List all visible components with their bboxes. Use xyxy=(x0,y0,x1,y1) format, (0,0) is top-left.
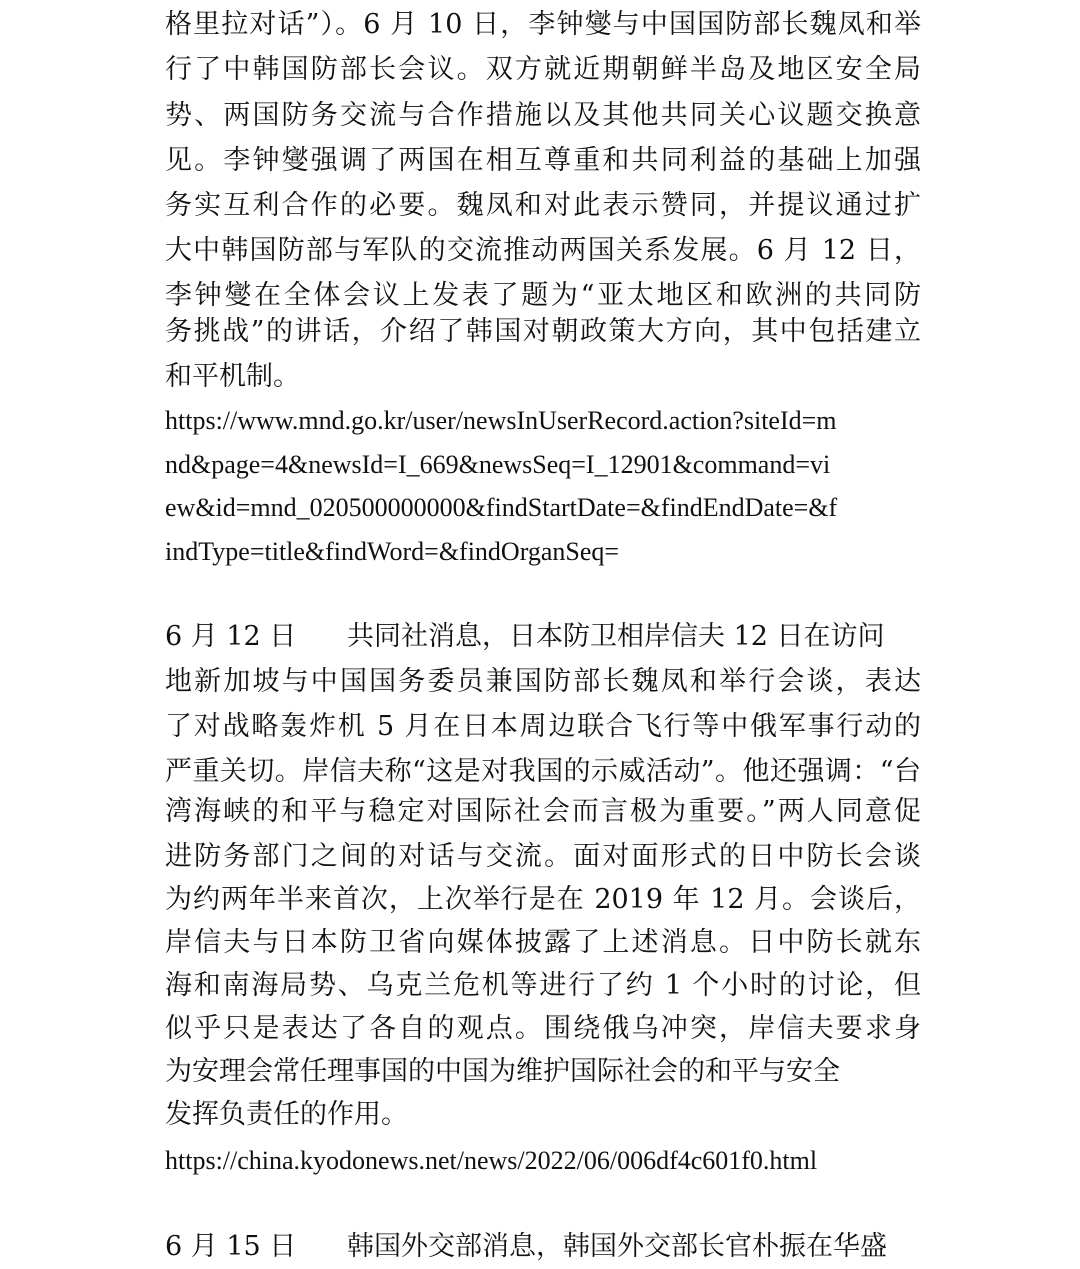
source-url-1-line-1[interactable]: https://www.mnd.go.kr/user/newsInUserRecord.action?siteId=m xyxy=(165,406,837,435)
paragraph2-line-8: 岸信夫与日本防卫省向媒体披露了上述消息。日中防长就东 xyxy=(165,927,921,958)
paragraph1-line-1: 格里拉对话”）。6 月 10 日，李钟燮与中国国防部长魏凤和举 xyxy=(165,9,921,40)
paragraph2-line-9: 海和南海局势、乌克兰危机等进行了约 1 个小时的讨论，但 xyxy=(165,970,921,1001)
paragraph1-line-9: 和平机制。 xyxy=(165,361,300,392)
paragraph1-line-8: 务挑战”的讲话，介绍了韩国对朝政策大方向，其中包括建立 xyxy=(165,316,921,347)
paragraph3-line-1 xyxy=(165,1225,921,1269)
paragraph2-line-6: 进防务部门之间的对话与交流。面对面形式的日中防长会谈 xyxy=(165,841,921,872)
paragraph2-line-5: 湾海峡的和平与稳定对国际社会而言极为重要。”两人同意促 xyxy=(165,796,921,827)
paragraph3-line-1-text: 韩国外交部消息，韩国外交部长官朴振在华盛 xyxy=(347,1231,887,1262)
paragraph1-line-2: 行了中韩国防部长会议。双方就近期朝鲜半岛及地区安全局 xyxy=(165,54,921,85)
paragraph2-line-1-text: 共同社消息，日本防卫相岸信夫 12 日在访问 xyxy=(347,621,885,652)
paragraph2-line-7: 为约两年半来首次，上次举行是在 2019 年 12 月。会谈后， xyxy=(165,884,921,915)
paragraph2-line-4: 严重关切。岸信夫称“这是对我国的示威活动”。他还强调：“台 xyxy=(165,756,921,787)
source-url-1-line-4[interactable]: indType=title&findWord=&findOrganSeq= xyxy=(165,537,620,566)
paragraph1-line-6: 大中韩国防部与军队的交流推动两国关系发展。6 月 12 日， xyxy=(165,235,921,266)
paragraph1-line-4: 见。李钟燮强调了两国在相互尊重和共同利益的基础上加强 xyxy=(165,145,921,176)
paragraph2-line-1 xyxy=(165,615,921,659)
paragraph2-line-3: 了对战略轰炸机 5 月在日本周边联合飞行等中俄军事行动的 xyxy=(165,711,921,742)
paragraph1-line-3: 势、两国防务交流与合作措施以及其他共同关心议题交换意 xyxy=(165,100,921,131)
source-url-1-line-3[interactable]: ew&id=mnd_020500000000&findStartDate=&findEndDate=&f xyxy=(165,493,838,522)
entry-date: 6 月 15 日 xyxy=(165,1231,297,1262)
paragraph1-line-7: 李钟燮在全体会议上发表了题为“亚太地区和欧洲的共同防 xyxy=(165,280,921,311)
paragraph2-line-2: 地新加坡与中国国务委员兼国防部长魏凤和举行会谈，表达 xyxy=(165,666,921,697)
entry-date: 6 月 12 日 xyxy=(165,621,297,652)
paragraph2-line-12: 发挥负责任的作用。 xyxy=(165,1099,408,1130)
paragraph2-line-11: 为安理会常任理事国的中国为维护国际社会的和平与安全 xyxy=(165,1056,840,1087)
source-url-2[interactable]: https://china.kyodonews.net/news/2022/06/006df4c601f0.html xyxy=(165,1146,818,1175)
source-url-1-line-2[interactable]: nd&page=4&newsId=I_669&newsSeq=I_12901&command=vi xyxy=(165,450,831,479)
paragraph2-line-10: 似乎只是表达了各自的观点。围绕俄乌冲突，岸信夫要求身 xyxy=(165,1013,921,1044)
paragraph1-line-5: 务实互利合作的必要。魏凤和对此表示赞同，并提议通过扩 xyxy=(165,190,921,221)
